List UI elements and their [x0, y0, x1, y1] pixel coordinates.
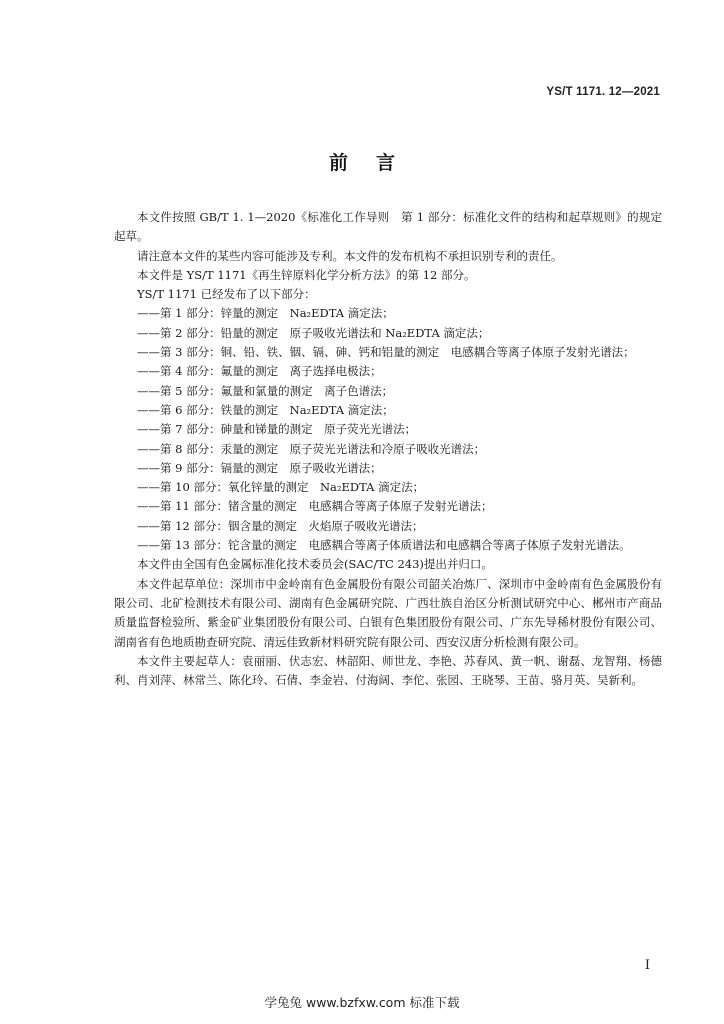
list-item: ——第 9 部分：镉量的测定 原子吸收光谱法；: [137, 460, 382, 475]
page-number: I: [644, 958, 650, 973]
list-item: ——第 4 部分：氟量的测定 离子选择电极法；: [137, 364, 382, 379]
list-item: ——第 13 部分：铊含量的测定 电感耦合等离子体质谱法和电感耦合等离子体原子发射光谱法。: [137, 538, 631, 553]
list-item: ——第 1 部分：锌量的测定 Na₂EDTA 滴定法；: [137, 306, 394, 321]
list-item: ——第 10 部分：氧化锌量的测定 Na₂EDTA 滴定法；: [137, 480, 425, 495]
list-item: ——第 2 部分：铅量的测定 原子吸收光谱法和 Na₂EDTA 滴定法；: [137, 325, 490, 340]
watermark-text: 学兔兔 www.bzfxw.com 标准下载: [264, 995, 460, 1010]
list-item: ——第 3 部分：铜、铅、铁、铟、镉、砷、钙和铝量的测定 电感耦合等离子体原子发射光谱法；: [137, 345, 635, 360]
paragraph-drafters: 本文件主要起草人：袁丽丽、伏志宏、林韶阳、师世龙、李艳、苏春风、黄一帆、谢磊、龙智翔、杨德利、肖刘萍、林常兰、陈化玲、石倩、李金岩、付海阔、李佗、张园、王晓琴、王苗、骆月英、吴新利。: [114, 653, 662, 688]
page-title: 前言: [328, 152, 423, 174]
paragraph-drafting-rules: 本文件按照 GB/T 1. 1—2020《标准化工作导则 第 1 部分：标准化文件的结构和起草规则》的规定起草。: [114, 210, 662, 244]
foreword-body: [114, 208, 662, 690]
list-item: ——第 6 部分：铁量的测定 Na₂EDTA 滴定法；: [137, 402, 394, 417]
paragraph-part-statement: 本文件是 YS/T 1171《再生锌原料化学分析方法》的第 12 部分。: [137, 267, 476, 282]
list-item: ——第 5 部分：氟量和氯量的测定 离子色谱法；: [137, 383, 394, 398]
paragraph-patent-notice: 请注意本文件的某些内容可能涉及专利。本文件的发布机构不承担识别专利的责任。: [137, 248, 563, 263]
paragraph-published-parts: YS/T 1171 已经发布了以下部分：: [137, 287, 316, 302]
list-item: ——第 8 部分：汞量的测定 原子荧光光谱法和冷原子吸收光谱法；: [137, 441, 486, 456]
list-item: ——第 11 部分：锗含量的测定 电感耦合等离子体原子发射光谱法；: [137, 499, 493, 514]
paragraph-drafting-units: 本文件起草单位：深圳市中金岭南有色金属股份有限公司韶关冶炼厂、深圳市中金岭南有色金属股份有限公司、北矿检测技术有限公司、湖南有色金属研究院、广西壮族自治区分析测试研究中心、郴州市产商品质量监督检验所、紫金矿业集团股份有限公司、白银有色集团股份有限公司、广东先导稀材股份有限公司、湖南省有色地质勘查研究院、清远佳致新材料研究院有限公司、西安汉唐分析检测有限公司。: [114, 576, 662, 649]
list-item: ——第 12 部分：铟含量的测定 火焰原子吸收光谱法；: [137, 518, 424, 533]
standard-code: YS/T 1171. 12—2021: [546, 86, 660, 98]
paragraph-proposer: 本文件由全国有色金属标准化技术委员会(SAC/TC 243)提出并归口。: [137, 557, 493, 572]
list-item: ——第 7 部分：砷量和锑量的测定 原子荧光光谱法；: [137, 422, 417, 437]
parts-list: [114, 304, 662, 555]
